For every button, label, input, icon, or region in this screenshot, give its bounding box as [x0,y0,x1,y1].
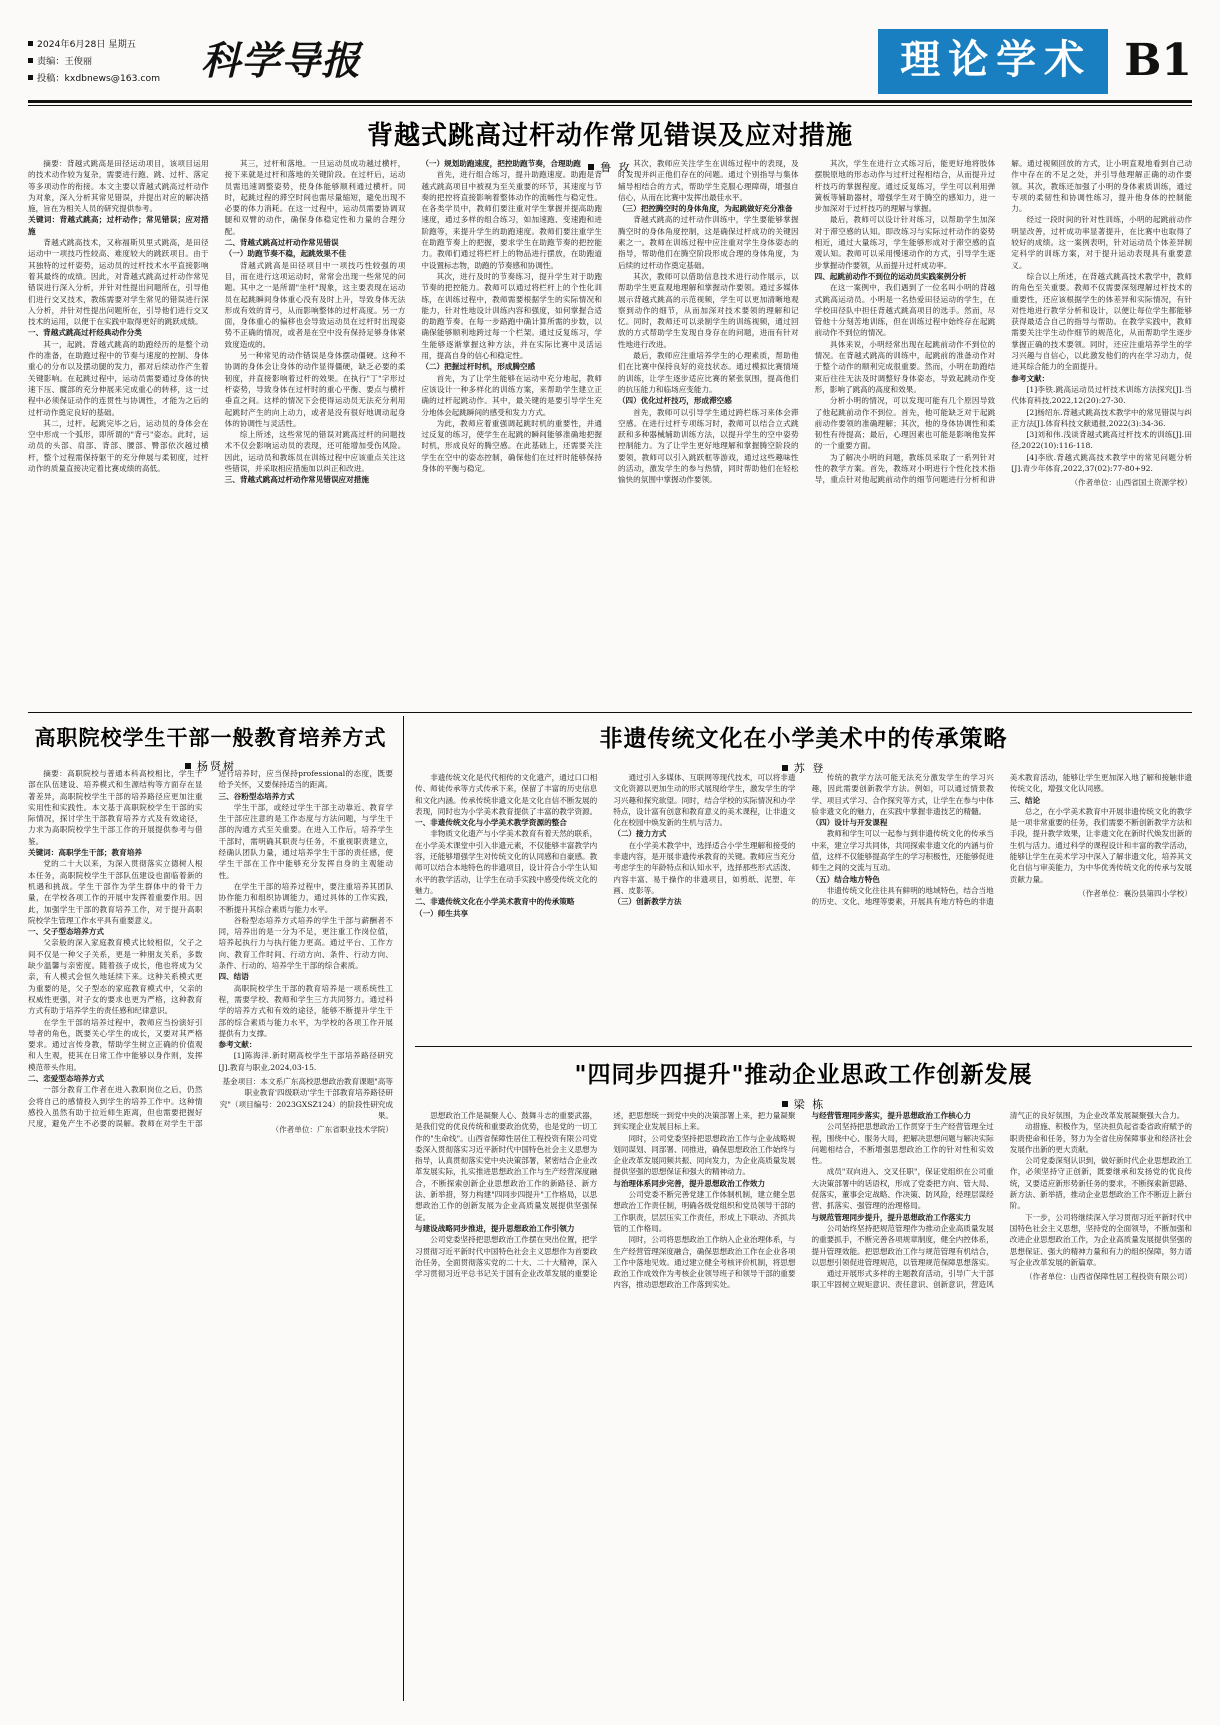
author-affiliation: （作者单位：山西省国土资源学校） [1070,478,1192,488]
section-subheading: （四）优化过杆技巧，形成滞空感 [617,396,732,406]
section-subheading: 与规范管理同步提升，提升思想政治工作落实力 [811,1212,971,1222]
section-subheading: 四、结语 [218,972,249,982]
body-paragraph: 公司坚持把思想政治工作贯穿于生产经营管理全过程，围绕中心、服务大局，把解决思想问题与解决实际问题相结合，不断增强思想政治工作的针对性和实效性。 [811,1122,994,1166]
section-subheading: 二、非遗传统文化在小学美术教育中的传承策略 [415,897,575,907]
article-2-body [28,768,393,1693]
body-paragraph: 首先，进行组合练习，提升助跑速度。助跑是背越式跳高项目中被视为至关重要的环节，其速度与节奏的把控将直接影响着整体动作的流畅性与稳定性。在各类学员中，教师们要注重对学生掌握并提高助跑速度，通过多样的组合练习，如加速跑、变速跑和进阶跑等，来提升学生的助跑速度。教师们要注重学生在助跑节奏上的把握，要求学生在助跑节奏的把控能力。教师们通过将栏杆上的物品进行摆放，在助跑道中设置标志物，助跑的节奏感和协调性。 [421,170,602,270]
editor-name: 责编：王俊丽 [37,55,93,67]
body-paragraph: [3]刘和伟.浅谈背越式跳高过杆技术的训练[J].田径,2022(10):116-118. [1011,430,1192,451]
body-paragraph: [1]陈海洋.新时期高校学生干部培养路径研究[J].教育与职业,2024,03-15. [218,1051,393,1072]
body-paragraph: 思想政治工作是凝聚人心、鼓舞斗志的重要武器，是我们党的优良传统和重要政治优势，也是党的一切工作的"生命线"。山西省保障性居住工程投资有限公司党委深入贯彻落实习近平新时代中国特色社会主义思想为指导，认真贯彻落实党中央决策部署，紧密结合企业改革发展实际，扎实推进思想政治工作与生产经营深度融合，不断探索创新企业思想政治工作的新路径、新方法、新举措，努力构建"四同步四提升"工作格局，以思想政治工作的创新发展为企业高质量发展提供坚强保证。 [415,1111,598,1222]
body-paragraph: 其次，进行及时的节奏练习，提升学生对于助跑节奏的把控能力。教师可以通过将栏杆上的个性化训练，在训练过程中，教师需要根据学生的实际情况和能力，针对性地设计训练内容和强度，如何掌握合适的助跑节奏。在每一步路跑中确计算所需的步数，以确保能够顺利地跨过每一个栏架。通过反复练习，学生能够逐渐掌握这种方法，并在实际比赛中灵活运用，提高自身的信心和稳定性。 [421,271,602,361]
body-paragraph: 公司始终坚持把规范管理作为推动企业高质量发展的重要抓手，不断完善各项规章制度，健全内控体系，提升管理效能。把思想政治工作与规范管理有机结合，以思想引领促进管理规范，以管理规范保障思想落实。 [811,1223,994,1267]
section-subheading: （三）创新教学方法 [613,897,682,907]
body-paragraph: 非物质文化遗产与小学美术教育有着天然的联系，在小学美术课堂中引入非遗元素，不仅能够丰富教学内容，还能够增强学生对传统文化的认同感和自豪感。教师可以结合本地特色的非遗项目，设计符合小学生认知水平的教学活动，让学生在动手实践中感受传统文化的魅力。 [415,829,598,895]
submission-email: 投稿：kxdbnews@163.com [37,72,161,84]
body-paragraph: 同时，公司党委坚持把思想政治工作与企业战略规划同谋划、同部署、同推进，确保思想政治工作始终与企业改革发展同频共振、同向发力，为企业高质量发展提供坚强的思想保证和强大的精神动力。 [613,1133,796,1177]
article-2-author: 杨贤树 [197,760,236,773]
body-paragraph: 下一步，公司将继续深入学习贯彻习近平新时代中国特色社会主义思想，坚持党的全面领导，不断加强和改进企业思想政治工作，为企业高质量发展提供坚强的思想保证、强大的精神力量和有力的组织保障，努力谱写企业改革发展的新篇章。 [1009,1212,1192,1267]
body-paragraph: 非遗传统文化是代代相传的文化遗产，通过口口相传、师徒传承等方式传承下来，保留了丰富的历史信息和文化内涵。传承传统非遗文化是文化自信不断发展的表现，同时也为小学美术教育提供了丰富的教学资源。 [415,773,598,816]
page-number: B1 [1124,35,1192,86]
section-subheading: 二、恋爱型态培养方式 [28,1074,104,1084]
body-paragraph: 综合以上所述，在背越式跳高技术教学中，教师的角色至关重要。教师不仅需要深刻理解过杆技术的重要性，还应该根据学生的体差异和实际情况，有针对性地进行教学分析和设计，以便让每位学生都能够获得最适合自己的指导与帮助。在教学实践中，教师需要关注学生动作细节的规范化，从而帮助学生逐步掌握正确的技术要领。同时，还应注重培养学生的学习兴趣与自信心，以此激发他们的内在学习动力，促进其综合能力的全面提升。 [1011,271,1192,372]
body-paragraph: [1]李铁.跳高运动员过杆技术训练方法探究[J].当代体育科技,2022,12(20):27-30. [1011,384,1192,406]
body-paragraph: 为此，教师应着重强调起跳时机的重要性，并通过反复的练习，使学生在起跳的瞬间能够准确地把握时机，形成良好的腾空感。在此基础上，还需要关注学生在空中的姿态控制，确保他们在过杆时能够保持身体的平衡与稳定。 [421,418,602,474]
body-paragraph: 综上所述，这些常见的错误对跳高过杆的问题技术不仅会影响运动员的表现，还可能增加受伤风险。因此，运动员和教练员在训练过程中应该重点关注这些错误，并采取相应措施加以纠正和改进。 [224,430,406,474]
author-affiliation: （作者单位：广东省职业技术学院） [271,1125,393,1135]
body-paragraph: 学生干部，或经过学生干部主动靠近、教育学生干部应注意的是工作态度与方法问题，与学生干部的沟通方式至关重要。在进入工作后，培养学生干部时，需明确其职责与任务，不重视职责建立，经确认团队力量，通过培养学生干部的责任感，使学生干部在工作中能够充分发挥自身的主观能动性。 [218,802,393,880]
masthead-divider [28,100,1192,103]
body-paragraph: 在这一案例中，我们遇到了一位名叫小明的背越式跳高运动员。小明是一名热爱田径运动的学生，在学校田径队中担任背越式跳高项目的选手。然而，尽管他十分刻苦地训练，但在训练过程中始终存在起跳前动作不到位的情况。 [814,283,996,338]
body-paragraph: 总之，在小学美术教育中开展非遗传统文化的教学是一项非常重要的任务，我们需要不断创新教学方法和手段，提升教学效果，让非遗文化在新时代焕发出新的生机与活力。通过科学的课程设计和丰富的教学活动，能够让学生在美术学习中深入了解非遗文化，培养其文化自信与审美能力，为中华优秀传统文化的传承与发展贡献力量。 [1009,806,1192,884]
body-paragraph: 背越式跳高是田径项目中一项技巧性较强的项目，而在进行这项运动时，常常会出现一些常见的问题。其中之一是所谓"坐杆"现象，这主要表现在运动员在起跳瞬间身体重心没有及时上升，导致身体无法形成有效的背弓，从而影响整体的过杆高度。另一方面，身体重心的偏移也会导致运动员在过杆时出现姿势不正确的情况，或者是在空中没有保持足够身体紧致度造成的。 [224,260,406,349]
body-paragraph: 摘要：高职院校与普通本科高校相比，学生干部在队伍建设、培养模式和生源结构等方面存在显著差异，高职院校学生干部的培养路径应更加注重实用性和实践性。本文基于高职院校学生干部的实际情况，探讨学生干部教育培养方式及有效途径，力求为高职院校学生干部工作的开展提供参考与借鉴。 [28,769,203,846]
article-4 [415,1052,1192,1116]
section-subheading: （四）设计与开发课程 [811,818,888,828]
section-title: 理论学术 [878,29,1108,94]
section-subheading: 参考文献： [1011,373,1050,383]
section-subheading: 四、起跳前动作不到位的运动员实践案例分析 [814,271,967,281]
body-paragraph: 父亲般的深入家庭教育模式比较相似，父子之间不仅是一种父子关系，更是一种朋友关系，多数缺少温馨与亲密度。随着孩子成长，他也将成为父亲，有人模式会恒久地延续下来。这种关系模式更为重要的是，父子型态的家庭教育模式中，父亲的权威性更强，对子女的要求也更为严格，这种教育方式有助于培养学生的责任感和纪律意识。 [28,938,203,1016]
body-paragraph: 在学生干部的培养过程中，教师应当扮演好引导者的角色，既要关心学生的成长，又要对其严格要求。通过言传身教，帮助学生树立正确的价值观和人生观，使其在日常工作中能够以身作则，发挥模范带头作用。 [28,1017,203,1072]
body-paragraph: 其次，教师可以借助信息技术进行动作展示，以帮助学生更直观地理解和掌握动作要领。通过多媒体展示背越式跳高的示范视频，学生可以更加清晰地观察到动作的细节，从而加深对技术要领的理解和记忆。同时，教师还可以录制学生的训练视频，通过回放的方式帮助学生发现自身存在的问题，进而有针对性地进行改进。 [617,271,799,349]
body-paragraph: 通过开展形式多样的主题教育活动，引导广大干部职工牢固树立规矩意识、责任意识、创新意识，营造风清气正的良好氛围，为企业改革发展凝聚强大合力。 [811,1111,1185,1290]
body-paragraph: 公司党委坚持把思想政治工作摆在突出位置，把学习贯彻习近平新时代中国特色社会主义思想作为首要政治任务，全面贯彻落实党的二十大、二十大精神，深入学习贯彻习近平总书记关于国有企业改革发展的重要论述，把思想统一到党中央的决策部署上来，把力量凝聚到实现企业发展目标上来。 [415,1111,796,1279]
body-paragraph: 在小学美术教学中，选择适合小学生理解和接受的非遗内容，是开展非遗传承教育的关键。教师应当充分考虑学生的年龄特点和认知水平，选择那些形式活泼、内容丰富、易于操作的非遗项目，如剪纸、泥塑、年画、皮影等。 [613,840,796,895]
article-3-bottom-rule [415,1046,1192,1047]
body-paragraph: 其二，过杆。起跳完毕之后，运动员的身体会在空中形成一个弧形，即所谓的"背弓"姿态。此时，运动员的头部、肩部、背部、腰部、臀部依次越过横杆，整个过程需保持躯干的充分伸展与柔韧度，过杆动作的质量直接决定着比赛成绩的高低。 [28,418,209,474]
article-1-headline: 背越式跳高过杆动作常见错误及应对措施 [366,121,853,151]
section-subheading: 一、父子型态培养方式 [28,927,104,937]
section-subheading: 一、非遗传统文化与小学美术教学资源的整合 [415,818,567,828]
article-2-headline: 高职院校学生干部一般教育培养方式 [34,725,387,750]
article-4-author: 梁 栋 [793,1098,826,1111]
author-affiliation: （作者单位：襄汾县第四小学校） [1078,888,1192,898]
article-3-author: 苏 登 [793,762,826,775]
body-paragraph: 动措施、积极作为，坚决担负起省委省政府赋予的职责使命和任务，努力为全省住房保障事业和经济社会发展作出新的更大贡献。 [1009,1122,1192,1154]
body-paragraph: 公司党委不断完善党建工作体制机制，建立健全思想政治工作责任制，明确各级党组织和党员领导干部的工作职责，层层压实工作责任，形成上下联动、齐抓共管的工作格局。 [613,1190,796,1233]
column-divider-1 [403,716,404,1701]
body-paragraph: 谷粉型态培养方式培养的学生干部与薪酬者不同，培养出的是一分为不足，更注重工作岗位值，培养起执行力与执行能力更高。通过平台、工作方向、教育工作时间、行动方向、条件、行动方向、条件、行动的、培养学生干部的综合素质。 [218,915,393,971]
section-subheading: 三、结论 [1009,795,1041,805]
section-subheading: 三、背越式跳高过杆动作常见错误应对措施 [224,475,369,485]
section-subheading: （一）助跑节奏不稳，起跳效果不佳 [224,249,347,259]
section-subheading: 关键词：背越式跳高；过杆动作；常见错误；应对措施 [28,215,209,236]
section-subheading: 参考文献： [218,1040,257,1050]
section-subheading: （一）师生共享 [415,908,469,918]
section-header [878,29,1192,94]
body-paragraph: 其次，教师应关注学生在训练过程中的表现，及时发现并纠正他们存在的问题。通过个别指导与集体辅导相结合的方式，帮助学生克服心理障碍，增强自信心，从而在比赛中发挥出最佳水平。 [617,159,799,202]
masthead-divider-thin [28,105,1192,106]
author-affiliation: （作者单位：山西省保障性居工程投资有限公司） [1024,1272,1192,1282]
article-4-headline: "四同步四提升"推动企业思政工作创新发展 [574,1061,1033,1088]
masthead-info [28,36,176,87]
article-1-bottom-rule [28,712,1192,713]
article-3-headline: 非遗传统文化在小学美术中的传承策略 [599,725,1008,752]
article-1-body [28,158,1192,703]
publication-date: 2024年6月28日 星期五 [37,38,136,50]
article-3-body [415,772,1192,1037]
body-paragraph: 最后，教师应注重培养学生的心理素质，帮助他们在比赛中保持良好的竞技状态。通过模拟比赛情境的训练，让学生逐步适应比赛的紧张氛围，提高他们的抗压能力和临场应变能力。 [617,351,799,394]
body-paragraph: 首先，教师可以引导学生通过跨栏练习来体会滞空感。在进行过杆专项练习时，教师可以结合立式跳跃和多种器械辅助训练方法，以提升学生的空中姿势控制能力。为了让学生更好地理解和掌握腾空阶段的要领，教师可以引入跳跃框等游戏，通过这些趣味性的活动，激发学生的参与热情，同时帮助他们在轻松愉快的氛围中掌握动作要领。 [617,407,799,485]
section-subheading: 与经营管理同步落实，提升思想政治工作核心力 [811,1111,971,1120]
body-paragraph: 其次，学生在进行立式练习后，能更好地将肢体摆脱原地的形态动作与过杆过程相结合，从而提升过杆技巧的掌握程度。通过反复练习，学生可以利用弹簧板等辅助器材，增强学生对于腾空的感知力，进一步加深对于过杆技巧的理解与掌握。 [814,159,996,214]
body-paragraph: 通过引入多媒体、互联网等现代技术，可以将非遗文化资源以更加生动的形式展现给学生，激发学生的学习兴趣和探究欲望。同时，结合学校的实际情况和办学特点，设计富有创意和教育意义的美术课程，让非遗文化在校园中焕发新的生机与活力。 [613,773,796,828]
section-subheading: 与建设战略同步推进，提升思想政治工作引领力 [415,1223,575,1233]
section-subheading: 与治理体系同步完善，提升思想政治工作效力 [613,1178,766,1188]
body-paragraph: 一部分教育工作者在进入教职岗位之后，仍然会将自己的感情投入到学生的培养工作中。这种情感投入虽然有助于拉近师生距离，但也需要把握好尺度，避免产生不必要的误解。教师在对学生干部进行培养时，应当保持professional的态度，既要给予关怀，又要保持适当的距离。 [28,769,393,1129]
body-paragraph: 其三，过杆和落地。一旦运动员成功越过横杆，接下来就是过杆和落地的关键阶段。在过杆后，运动员需迅速调整姿势，使身体能够顺利通过横杆。同时，起跳过程的滞空时间也需尽量缩短，避免出现不必要的体力消耗。在这一过程中，运动员需要协调双腿和双臂的动作，确保身体稳定性和力量的合理分配。 [224,159,406,236]
paper-logo [186,39,376,83]
body-paragraph: 经过一段时间的针对性训练，小明的起跳前动作明显改善，过杆成功率显著提升，在比赛中也取得了较好的成绩。这一案例表明，针对运动员个体差异制定科学的训练方案，对于提升运动表现具有重要意义。 [1011,215,1192,270]
article-4-body [415,1110,1192,1690]
article-1-author: 鲁 玫 [600,161,632,174]
body-paragraph: 背越式跳高技术，又称福斯贝里式跳高，是田径运动中一项技巧性较高、难度较大的跳跃项目。由于其独特的过杆姿势，运动员的过杆技术水平直接影响着其最终的成绩。因此，对背越式跳高过杆动作常见错误进行深入分析，并针对性提出问题所在，引导他们进行交叉技术，教练需要对学生常见的错误进行深入分析，并针对性提出问题所在，引导他们进行交叉技术的运用，以便于在实践中取得更好的跳跃成绩。 [28,238,209,327]
body-paragraph: 首先，为了让学生能够在运动中充分地起，教师应该设计一种多样化的训练方案，来帮助学生建立正确的过杆起跳动作。其中，最关键的是要引导学生充分地体会起跳瞬间的感受和发力方式。 [421,373,602,417]
section-subheading: 三、谷粉型态培养方式 [218,791,295,801]
section-subheading: （二）把握过杆时机，形成腾空感 [421,362,536,372]
section-subheading: （二）接力方式 [613,829,667,839]
section-subheading: 关键词：高职学生干部；教育培养 [28,848,142,858]
article-3 [415,718,1192,780]
body-paragraph: 最后，教师可以设计针对练习，以帮助学生加深对于滞空感的认知。即改练习与实际过杆动作的姿势相近，通过大量练习，学生能够形成对于滞空感的直观认知。教师可以采用慢速动作的方式，引导学生逐步掌握动作要领，从而提升过杆成功率。 [814,215,996,270]
body-paragraph: 教师和学生可以一起参与到非遗传统文化的传承当中来，建立学习共同体，共同探索非遗文化的内涵与价值，这样不仅能够提高学生的学习积极性，还能够促进师生之间的交流与互动。 [811,829,994,873]
section-subheading: 一、背越式跳高过杆经典动作分类 [28,328,142,338]
fund-note: 基金项目：本文系广东高校思想政治教育课题"高等职业教育'四级联动'学生干部教育培养路径研究"（项目编号：2023GXSZ124）的阶段性研究成果。 [219,1077,393,1120]
body-paragraph: 高职院校学生干部的教育培养是一项系统性工程，需要学校、教师和学生三方共同努力。通过科学的培养方式和有效的途径，能够不断提升学生干部的综合素质与能力水平，为学校的各项工作开展提供有力支撑。 [218,983,393,1038]
section-subheading: （五）结合地方特色 [811,874,880,884]
body-paragraph: 另一种常见的动作错误是身体摆动僵硬。这种不协调的身体会让身体的动作显得僵硬，缺乏必要的柔韧度，并直接影响着过杆的效果。在执行"丁"字形过杆姿势，导致身体在过杆时的重心平衡、要点与横杆垂直之间。这样的情况下会使得运动员无法充分利用起跳时产生的向上动力，或者是没有很好地调动起身体的协调性与灵活性。 [224,351,406,428]
body-paragraph: 分析小明的情况，可以发现可能有几个原因导致了他起跳前动作不到位。首先，他可能缺乏对于起跳前动作要领的准确理解；其次，他的身体协调性和柔韧性有待提高；最后，心理因素也可能是影响他发挥的一个重要方面。 [814,396,996,451]
body-paragraph: 具体来说，小明经常出现在起跳前动作不到位的情况。在背越式跳高的训练中，起跳前的准备动作对于整个动作的顺利完成很重要。然而，小明在助跑结束后往往无法及时调整好身体姿态，导致起跳动作变形，影响了跳高的高度和效果。 [814,339,996,394]
body-paragraph: 背越式跳高的过杆动作训练中，学生要能够掌握腾空时的身体角度控制，这是确保过杆成功的关键因素之一。教师在训练过程中应注重对学生身体姿态的指导，帮助他们在腾空阶段形成合理的身体角度，为后续的过杆动作奠定基础。 [617,215,799,270]
body-paragraph: [4]李欣.背越式跳高技术教学中的常见问题分析[J].青少年体育,2022,37(02):77-80+92. [1011,452,1192,474]
body-paragraph: 成员"双向进入、交叉任职"，保证党组织在公司重大决策部署中的话语权，形成了党委把方向、管大局、促落实，董事会定战略、作决策、防风险，经理层谋经营、抓落实、强管理的治理格局。 [811,1167,994,1211]
body-paragraph: 其一，起跳。背越式跳高的助跑经历的是整个动作的准备，在助跑过程中的节奏与速度的控制、身体重心的分布以及摆动腿的发力，都对后续动作产生着关键影响。在起跳过程中，运动员需要通过身体的快速下压、髋部的充分伸展来完成重心的转移，这一过程中必须保证动作的连贯性与协调性，才能为之后的过杆动作奠定良好的基础。 [28,339,209,417]
body-paragraph: 传统的教学方法可能无法充分激发学生的学习兴趣，因此需要创新教学方法。例如，可以通过情景教学、项目式学习、合作探究等方式，让学生在参与中体验非遗文化的魅力，在实践中掌握非遗技艺的精髓。 [811,773,994,816]
body-paragraph: 党的二十大以来，为深入贯彻落实立德树人根本任务，高职院校学生干部队伍建设也面临着新的机遇和挑战。学生干部作为学生群体中的骨干力量，在学校各项工作的开展中发挥着重要作用。因此，加强学生干部的教育培养工作，对于提升高职院校学生管理工作水平具有重要意义。 [28,859,203,925]
body-paragraph: 同时，公司将思想政治工作纳入企业治理体系，与生产经营管理深度融合，确保思想政治工作在企业各项工作中落地见效。通过建立健全考核评价机制，将思想政治工作成效作为考核企业领导班子和领导干部的重要内容，推动思想政治工作落到实处。 [613,1235,796,1290]
section-subheading: （一）规划助跑速度，把控助跑节奏，合理助跑 [421,159,581,168]
body-paragraph: 摘要：背越式跳高是田径运动项目，该项目运用的技术动作较为复杂，需要进行跑、跳、过杆、落定等多项动作的衔接。本文主要以背越式跳高过杆动作为对象，深入分析其常见错误，并提出对应的解决措施，旨在为相关人员的研究提供参考。 [28,159,209,214]
masthead [28,28,1192,94]
section-subheading: （三）把控腾空时的身体角度，为起跳做好充分准备 [617,204,793,214]
body-paragraph: 在学生干部的培养过程中，要注重培养其团队协作能力和组织协调能力，通过具体的工作实践，不断提升其综合素质与能力水平。 [218,881,393,914]
body-paragraph: 非遗传统文化往往具有鲜明的地域特色，结合当地的历史、文化、地理等要素，开展具有地方特色的非遗美术教育活动，能够让学生更加深入地了解和接触非遗传统文化，增强文化认同感。 [811,773,1192,907]
body-paragraph: [2]杨绍东.背越式跳高技术教学中的常见错误与纠正方法[J].体育科技文献通报,2022(3):34-36. [1011,407,1192,428]
body-paragraph: 为了解决小明的问题，教练员采取了一系列针对性的教学方案。首先，教练对小明进行个性化技术指导，重点针对他起跳前动作的细节问题进行分析和讲解。通过视频回放的方式，让小明直观地看到自己动作中存在的不足之处，并引导他理解正确的动作要领。其次，教练还加强了小明的身体素质训练，通过专项的柔韧性和协调性练习，提升他身体的控制能力。 [814,159,1192,485]
section-subheading: 二、背越式跳高过杆动作常见错误 [224,238,339,248]
paper-name: 科学导报 [200,38,361,84]
body-paragraph: 公司党委深刻认识到，做好新时代企业思想政治工作，必须坚持守正创新，既要继承和发扬党的优良传统，又要适应新形势新任务的要求，不断探索新思路、新方法、新举措，推动企业思想政治工作不断迈上新台阶。 [1009,1156,1192,1211]
